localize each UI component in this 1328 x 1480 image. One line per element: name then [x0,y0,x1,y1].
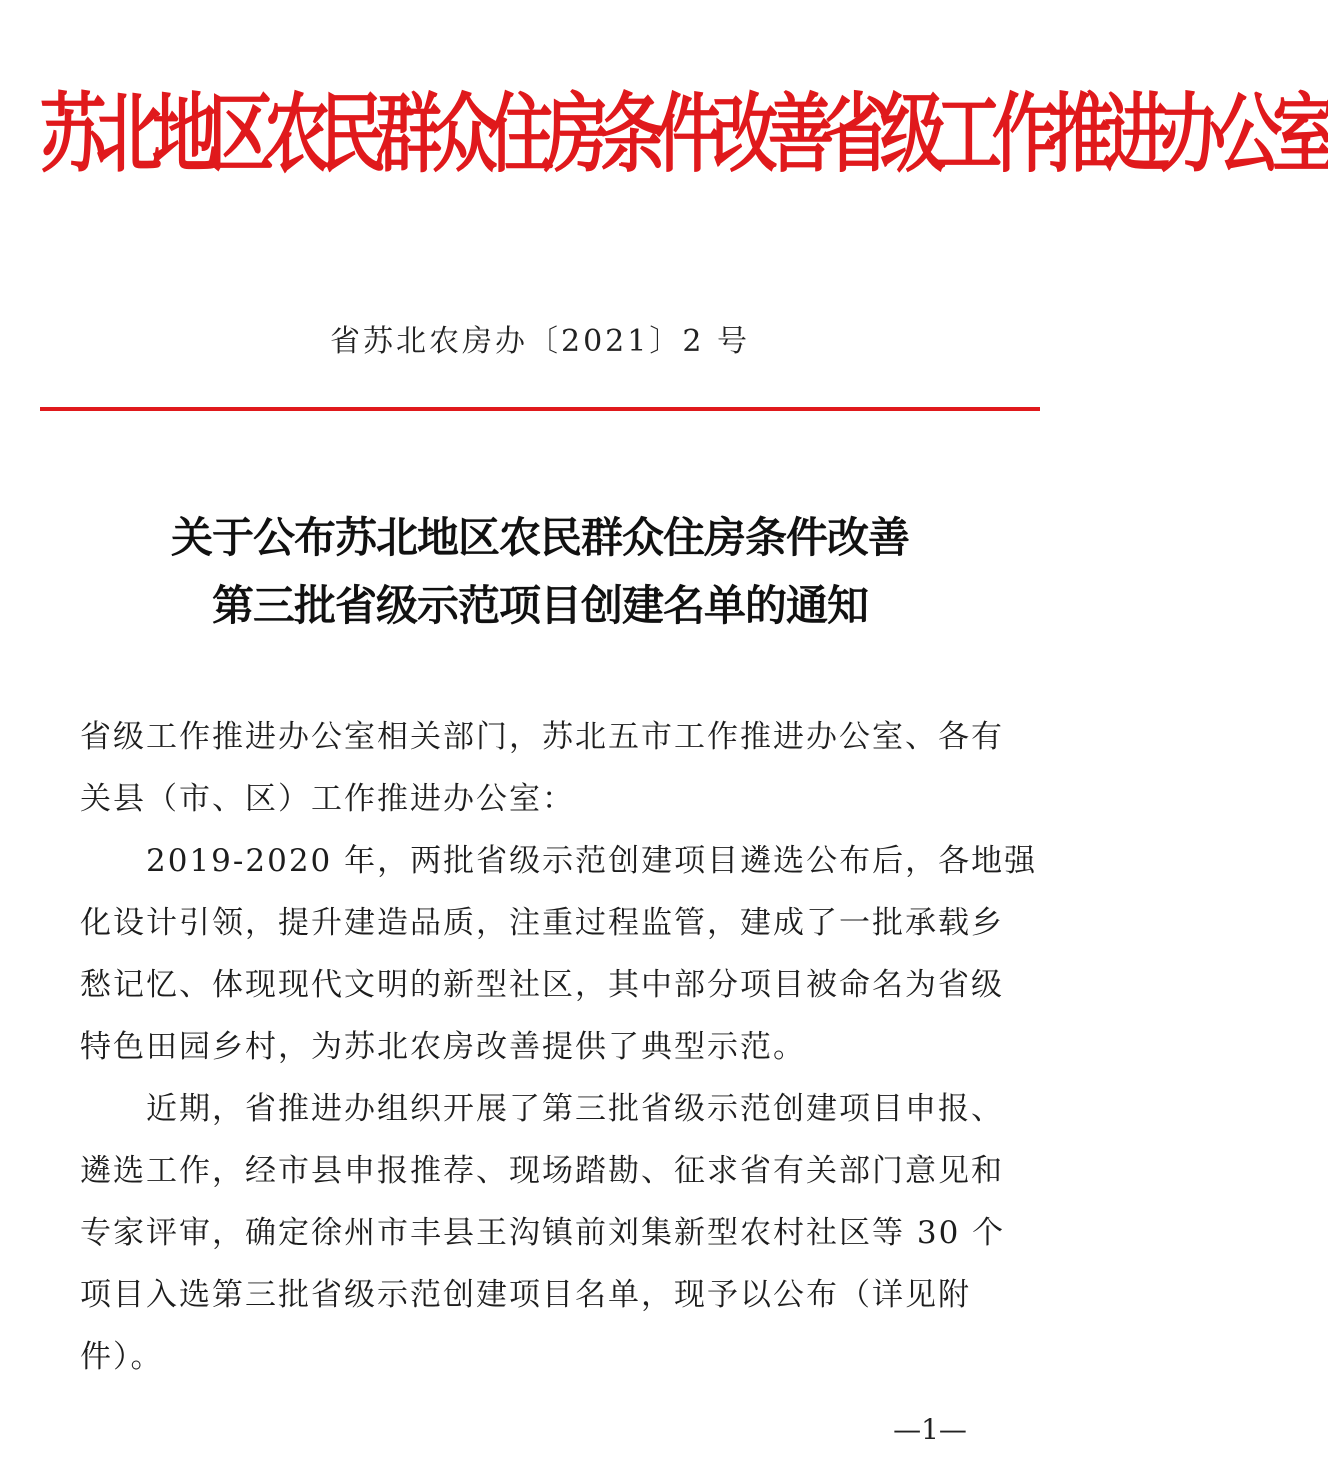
body-line: 关县（市、区）工作推进办公室： [80,781,575,817]
red-divider-line [40,407,1040,411]
body-line: 特色田园乡村，为苏北农房改善提供了典型示范。 [80,1029,806,1065]
body-line: 件）。 [80,1339,164,1375]
notice-title-line-1: 关于公布苏北地区农民群众住房条件改善 [170,513,909,562]
body-line: 项目入选第三批省级示范创建项目名单，现予以公布（详见附 [80,1277,971,1313]
body-line: 近期，省推进办组织开展了第三批省级示范创建项目申报、 [80,1091,1004,1127]
body-line: 愁记忆、体现现代文明的新型社区，其中部分项目被命名为省级 [80,967,1004,1003]
issuer-red-header: 苏北地区农民群众住房条件改善省级工作推进办公室 [40,82,1328,185]
body-line: 遴选工作，经市县申报推荐、现场踏勘、征求省有关部门意见和 [80,1153,1004,1189]
page-number: —1— [893,1413,967,1446]
body-line: 专家评审，确定徐州市丰县王沟镇前刘集新型农村社区等 30 个 [80,1215,1006,1251]
document-number: 省苏北农房办〔2021〕2 号 [330,324,750,359]
body-line: 省级工作推进办公室相关部门，苏北五市工作推进办公室、各有 [80,719,1004,755]
notice-title-line-2: 第三批省级示范项目创建名单的通知 [211,581,868,630]
body-line: 化设计引领，提升建造品质，注重过程监管，建成了一批承载乡 [80,905,1004,941]
body-line: 2019-2020 年，两批省级示范创建项目遴选公布后，各地强 [80,843,1038,879]
